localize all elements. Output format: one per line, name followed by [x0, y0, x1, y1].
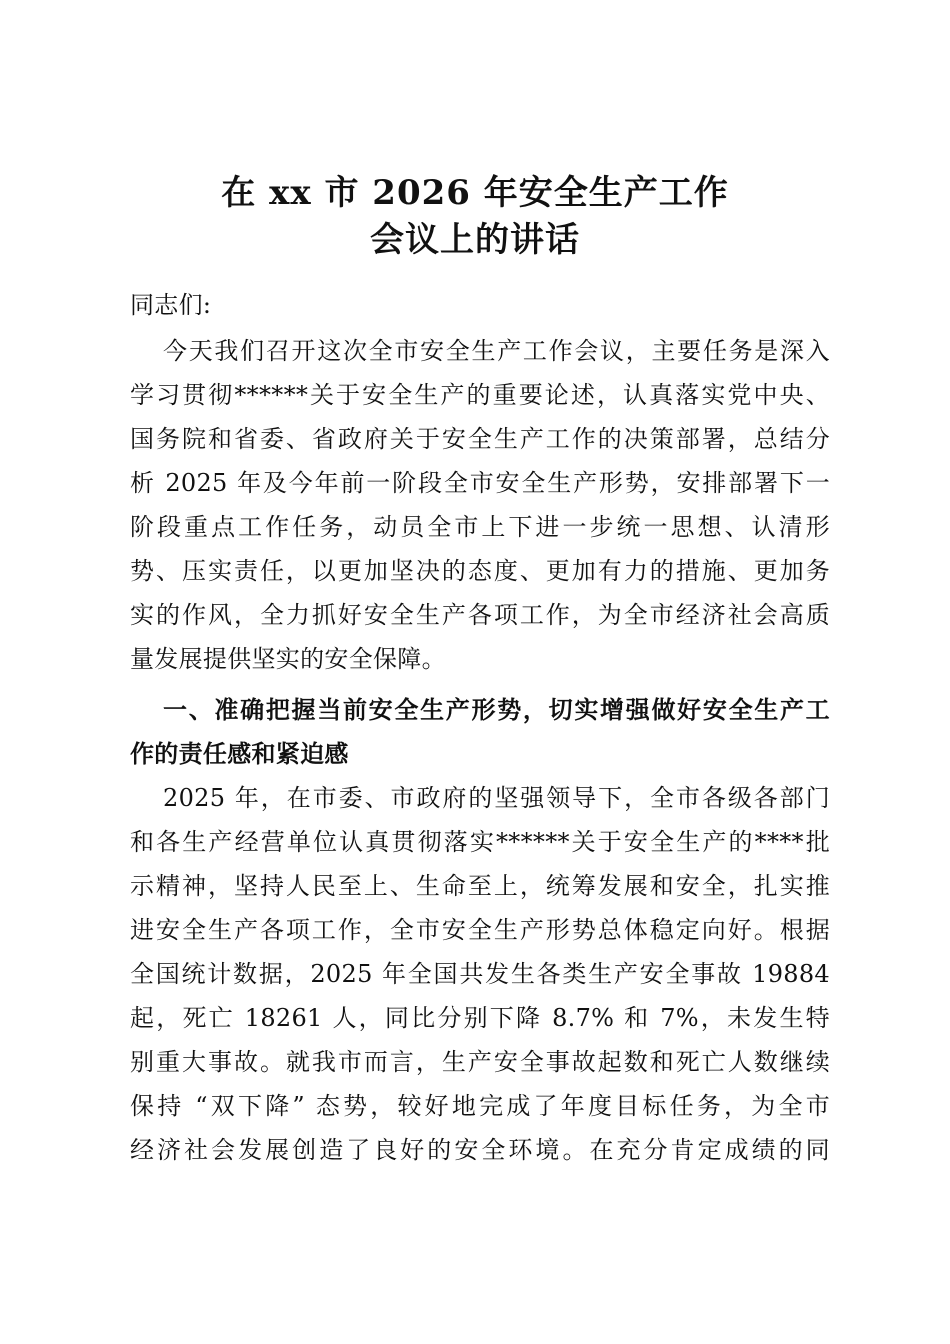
document-title-line-2: 会议上的讲话 — [370, 220, 580, 260]
paragraph-line: 2025 年，在市委、市政府的坚强领导下，全市各级各部门 — [163, 784, 830, 812]
paragraph-line: 学习贯彻******关于安全生产的重要论述，认真落实党中央、 — [130, 381, 830, 409]
paragraph-line: 全国统计数据，2025 年全国共发生各类生产安全事故 19884 — [130, 960, 830, 988]
salutation: 同志们: — [130, 291, 212, 319]
paragraph-line: 国务院和省委、省政府关于安全生产工作的决策部署，总结分 — [130, 425, 830, 453]
paragraph-line: 起，死亡 18261 人，同比分别下降 8.7% 和 7%，未发生特 — [130, 1004, 830, 1032]
section-heading-line: 一、准确把握当前安全生产形势，切实增强做好安全生产工 — [163, 695, 830, 724]
paragraph-line: 势、压实责任，以更加坚决的态度、更加有力的措施、更加务 — [130, 557, 830, 585]
section-heading-line: 作的责任感和紧迫感 — [130, 739, 349, 768]
paragraph-line: 经济社会发展创造了良好的安全环境。在充分肯定成绩的同 — [130, 1136, 830, 1164]
paragraph-line: 别重大事故。就我市而言，生产安全事故起数和死亡人数继续 — [130, 1048, 830, 1076]
paragraph-line: 阶段重点工作任务，动员全市上下进一步统一思想、认清形 — [130, 513, 830, 541]
paragraph-line: 进安全生产各项工作，全市安全生产形势总体稳定向好。根据 — [130, 916, 830, 944]
paragraph-line: 量发展提供坚实的安全保障。 — [130, 645, 446, 673]
paragraph-line: 示精神，坚持人民至上、生命至上，统筹发展和安全，扎实推 — [130, 872, 830, 900]
paragraph-line: 析 2025 年及今年前一阶段全市安全生产形势，安排部署下一 — [130, 469, 830, 497]
paragraph-line: 保持 “双下降” 态势，较好地完成了年度目标任务，为全市 — [130, 1092, 830, 1120]
paragraph-line: 和各生产经营单位认真贯彻落实******关于安全生产的****批 — [130, 828, 830, 856]
paragraph-line: 实的作风，全力抓好安全生产各项工作，为全市经济社会高质 — [130, 601, 830, 629]
paragraph-line: 今天我们召开这次全市安全生产工作会议，主要任务是深入 — [163, 337, 830, 365]
document-title-line-1: 在 xx 市 2026 年安全生产工作 — [221, 173, 729, 213]
